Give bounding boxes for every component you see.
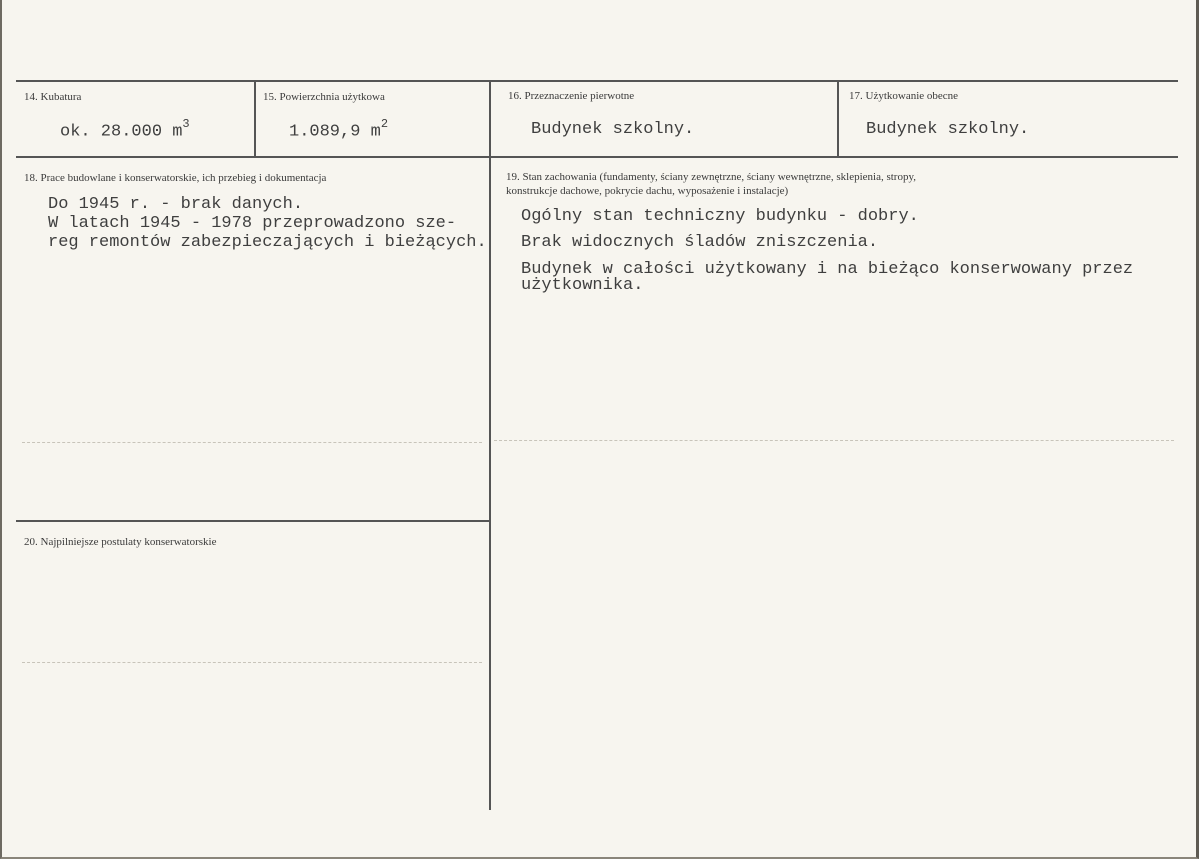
divider-16-17 [837,80,839,158]
field-18-line-2: W latach 1945 - 1978 przeprowadzono sze- [48,214,457,233]
field-19-label-line-1: 19. Stan zachowania (fundamenty, ściany zewnętrzne, ściany wewnętrzne, sklepienia, stropy, [506,171,917,183]
field-18-line-3: reg remontów zabezpieczających i bieżących. [48,233,487,252]
field-19-line-2: Brak widocznych śladów zniszczenia. [521,233,879,252]
field-17-value: Budynek szkolny. [866,120,1030,139]
field-16-label: 16. Przeznaczenie pierwotne [508,90,635,102]
field-19-label-line-2: konstrukcje dachowe, pokrycie dachu, wyposażenie i instalacje) [506,185,789,197]
field-15-value-text: 1.089,9 m [289,122,381,142]
top-border-line [16,80,1178,82]
faint-guide-line [22,662,482,663]
field-20-label: 20. Najpilniejsze postulaty konserwatorskie [24,536,217,548]
section-18-20-divider [16,520,489,522]
field-19-line-1: Ogólny stan techniczny budynku - dobry. [521,207,919,226]
field-15-value [289,115,388,144]
field-19-line-3: Budynek w całości użytkowany i na bieżąco konserwowany przez [521,260,1134,279]
divider-15-16 [489,80,491,158]
main-column-divider [489,158,491,810]
field-16-value: Budynek szkolny. [531,120,695,139]
field-15-label: 15. Powierzchnia użytkowa [263,91,385,103]
header-row-bottom-line [16,156,1178,158]
field-15-value-exponent: 2 [380,117,389,131]
divider-14-15 [254,80,256,158]
field-17-label: 17. Użytkowanie obecne [849,90,959,102]
field-14-value-text: ok. 28.000 m [60,122,183,142]
field-19-line-4: użytkownika. [521,276,644,295]
field-14-value-exponent: 3 [182,117,190,131]
faint-guide-line [494,440,1174,441]
field-14-value [60,115,190,144]
field-14-label: 14. Kubatura [24,91,82,103]
field-18-label: 18. Prace budowlane i konserwatorskie, ich przebieg i dokumentacja [24,172,327,184]
field-18-line-1: Do 1945 r. - brak danych. [48,195,304,214]
faint-guide-line [22,442,482,443]
